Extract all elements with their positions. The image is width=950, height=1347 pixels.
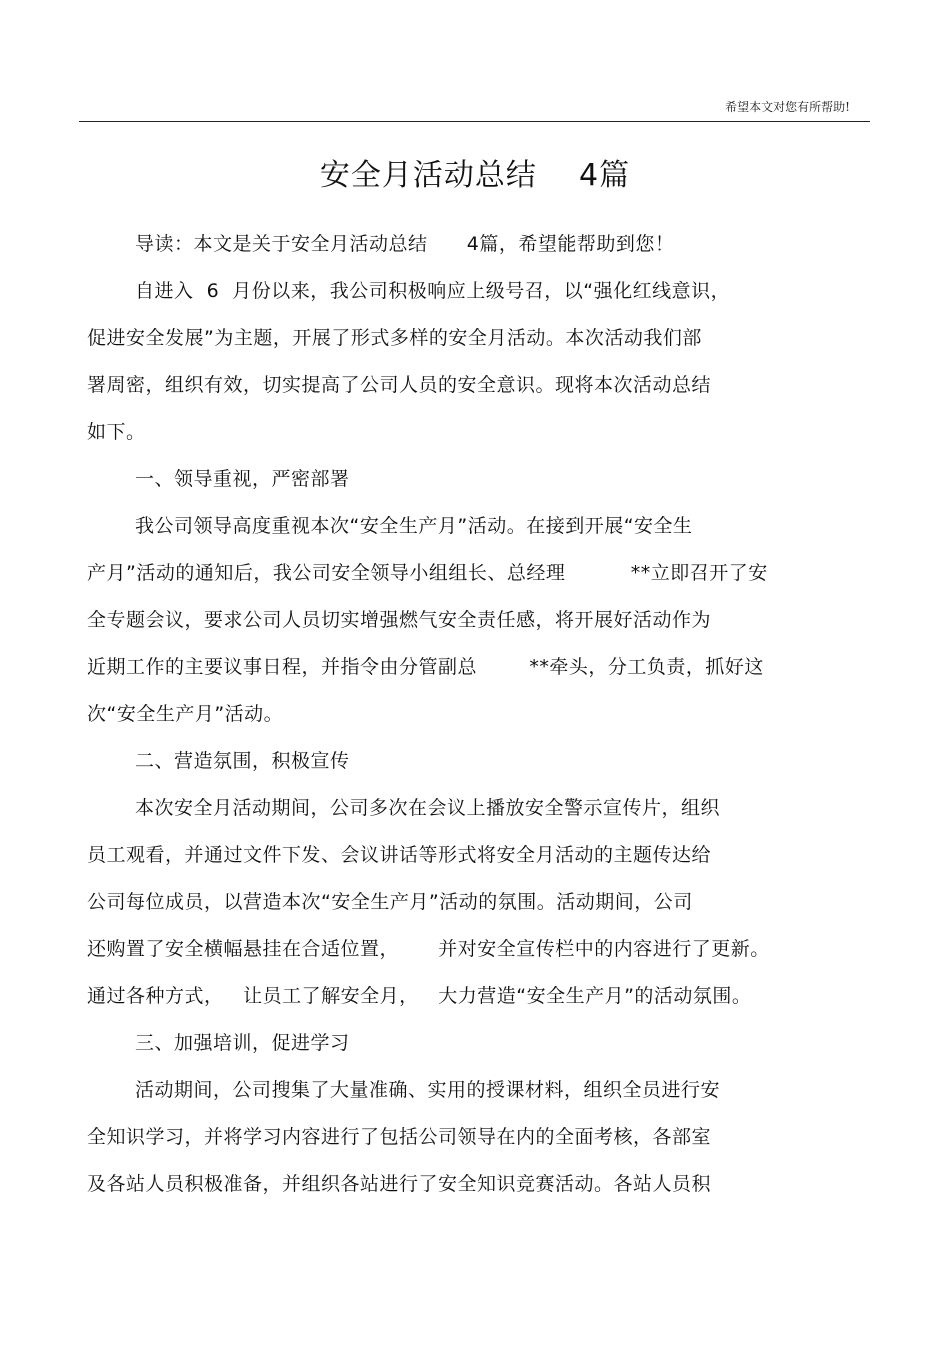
paragraph-line: 自进入 6 月份以来，我公司积极响应上级号召，以“强化红线意识， — [135, 280, 731, 302]
paragraph-line: 我公司领导高度重视本次“安全生产月”活动。在接到开展“安全生 — [135, 515, 693, 537]
paragraph-line: 公司每位成员，以营造本次“安全生产月”活动的氛围。活动期间，公司 — [87, 891, 693, 913]
paragraph-line: 本次安全月活动期间，公司多次在会议上播放安全警示宣传片，组织 — [135, 797, 721, 819]
paragraph-line: 还购置了安全横幅悬挂在合适位置， 并对安全宣传栏中的内容进行了更新。 — [87, 938, 770, 960]
paragraph-line: 通过各种方式， 让员工了解安全月， 大力营造“安全生产月”的活动氛围。 — [87, 985, 752, 1007]
paragraph-line: 产月”活动的通知后，我公司安全领导小组组长、总经理 **立即召开了安 — [87, 562, 768, 584]
section-heading: 三、加强培训，促进学习 — [135, 1032, 350, 1054]
section-heading: 一、领导重视，严密部署 — [135, 468, 350, 490]
document-title: 安全月活动总结 4篇 — [319, 158, 631, 193]
paragraph-line: 如下。 — [87, 421, 146, 443]
paragraph-line: 促进安全发展”为主题，开展了形式多样的安全月活动。本次活动我们部 — [87, 327, 702, 349]
header-note: 希望本文对您有所帮助! — [725, 100, 850, 114]
intro-line: 导读：本文是关于安全月活动总结 4篇，希望能帮助到您！ — [135, 233, 675, 255]
paragraph-line: 全专题会议，要求公司人员切实增强燃气安全责任感，将开展好活动作为 — [87, 609, 712, 631]
paragraph-line: 全知识学习，并将学习内容进行了包括公司领导在内的全面考核，各部室 — [87, 1126, 712, 1148]
paragraph-line: 活动期间，公司搜集了大量准确、实用的授课材料，组织全员进行安 — [135, 1079, 721, 1101]
section-heading: 二、营造氛围，积极宣传 — [135, 750, 350, 772]
paragraph-line: 员工观看，并通过文件下发、会议讲话等形式将安全月活动的主题传达给 — [87, 844, 712, 866]
paragraph-line: 及各站人员积极准备，并组织各站进行了安全知识竞赛活动。各站人员积 — [87, 1173, 712, 1195]
paragraph-line: 次“安全生产月”活动。 — [87, 703, 284, 725]
document-body — [87, 221, 867, 1208]
paragraph-line: 近期工作的主要议事日程，并指令由分管副总 **牵头，分工负责，抓好这 — [87, 656, 764, 678]
paragraph-line: 署周密，组织有效，切实提高了公司人员的安全意识。现将本次活动总结 — [87, 374, 712, 396]
header-rule — [79, 121, 870, 122]
